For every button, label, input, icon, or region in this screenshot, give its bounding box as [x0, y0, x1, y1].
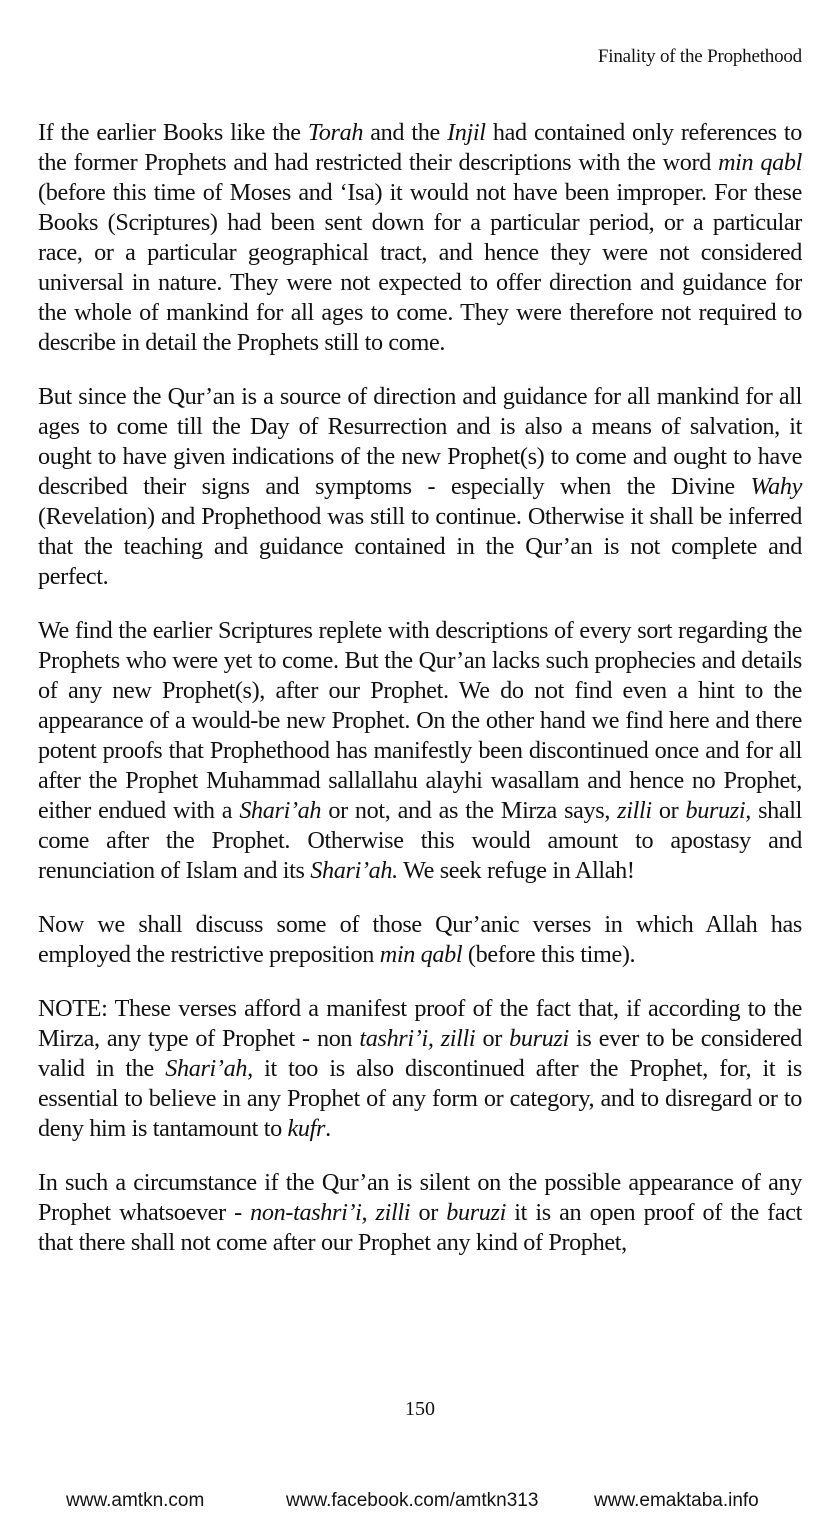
footer-link-emaktaba[interactable]: www.emaktaba.info [594, 1490, 759, 1511]
page-body [38, 118, 802, 1282]
text-run: shall come after the Prophet. Otherwise this would amount to apostasy and renunciation of Islam and its [38, 797, 803, 884]
footer-link-facebook[interactable]: www.facebook.com/amtkn313 [286, 1490, 539, 1511]
text-run: it too is also discontinued after the Prophet, for, it is essential to believe in any Prophet of any form or category, and to disregard or to deny him is tantamount to [38, 1055, 802, 1142]
text-run: . [325, 1115, 331, 1142]
text-run: it is an open proof of the fact that there shall not come after our Prophet any kind of Prophet, [38, 1199, 803, 1256]
italic-term: min qabl [379, 941, 463, 968]
text-run: But since the Qur’an is a source of direction and guidance for all mankind for all ages to come till the Day of Resurrection and is also a means of salvation, it ought to have given indications of the new Prophet(s) to come and ought to have described their signs and symptoms - especially when the Divine [38, 383, 802, 500]
italic-term: non-tashri’i, zilli [250, 1199, 411, 1226]
italic-term: buruzi [446, 1199, 506, 1226]
text-run: Now we shall discuss some of those Qur’anic verses in which Allah has employed the restrictive preposition [38, 911, 802, 968]
footer-link-amtkn[interactable]: www.amtkn.com [66, 1490, 205, 1511]
text-run: We find the earlier Scriptures replete with descriptions of every sort regarding the Prophets who were yet to come. But the Qur’an lacks such prophecies and details of any new Prophet(s), after our Prophet. We do not find even a hint to the appearance of a would-be new Prophet. On the other hand we find here and there potent proofs that Prophethood has manifestly been discontinued once and for all after the Prophet Muhammad sallallahu alayhi wasallam and hence no Prophet, either endued with a [38, 617, 802, 824]
italic-term: Injil [447, 119, 486, 146]
italic-term: buruzi, [685, 797, 751, 824]
text-run: is ever to be considered valid in the [38, 1025, 803, 1082]
italic-term: Shari’ah, [165, 1055, 253, 1082]
italic-term: min qabl [718, 149, 802, 176]
text-run: or [651, 797, 686, 824]
italic-term: Shari’ah. [310, 857, 398, 884]
text-run: (before this time). [462, 941, 636, 968]
paragraph [38, 1168, 802, 1258]
text-run: We seek refuge in Allah! [397, 857, 635, 884]
text-run: or not, and as the Mirza says, [321, 797, 618, 824]
paragraph [38, 910, 802, 970]
page-number: 150 [405, 1398, 435, 1420]
text-run: (Revelation) and Prophethood was still to continue. Otherwise it shall be inferred that the teaching and guidance contained in the Qur’an is not complete and perfect. [38, 503, 802, 590]
paragraph [38, 118, 802, 358]
text-run: or [410, 1199, 447, 1226]
italic-term: tashri’i, zilli [359, 1025, 476, 1052]
italic-term: Shari’ah [239, 797, 322, 824]
text-run: or [475, 1025, 510, 1052]
text-run: and the [363, 119, 448, 146]
text-run: If the earlier Books like the [38, 119, 308, 146]
italic-term: kufr [287, 1115, 326, 1142]
italic-term: Torah [307, 119, 364, 146]
text-run: (before this time of Moses and ‘Isa) it would not have been improper. For these Books (Scriptures) had been sent down for a particular period, or a particular race, or a particular geographical tract, and hence they were not considered universal in nature. They were not expected to offer direction and guidance for the whole of mankind for all ages to come. They were therefore not required to describe in detail the Prophets still to come. [38, 179, 802, 356]
text-run: had contained only references to the former Prophets and had restricted their descriptions with the word [38, 119, 802, 176]
italic-term: zilli [617, 797, 652, 824]
paragraph [38, 616, 802, 886]
text-run: In such a circumstance if the Qur’an is silent on the possible appearance of any Prophet whatsoever - [38, 1169, 802, 1226]
paragraph [38, 382, 802, 592]
text-run: NOTE: These verses afford a manifest proof of the fact that, if according to the Mirza, any type of Prophet - non [38, 995, 802, 1052]
italic-term: buruzi [509, 1025, 569, 1052]
paragraph [38, 994, 802, 1144]
italic-term: Wahy [750, 473, 802, 500]
running-header: Finality of the Prophethood [597, 46, 802, 67]
